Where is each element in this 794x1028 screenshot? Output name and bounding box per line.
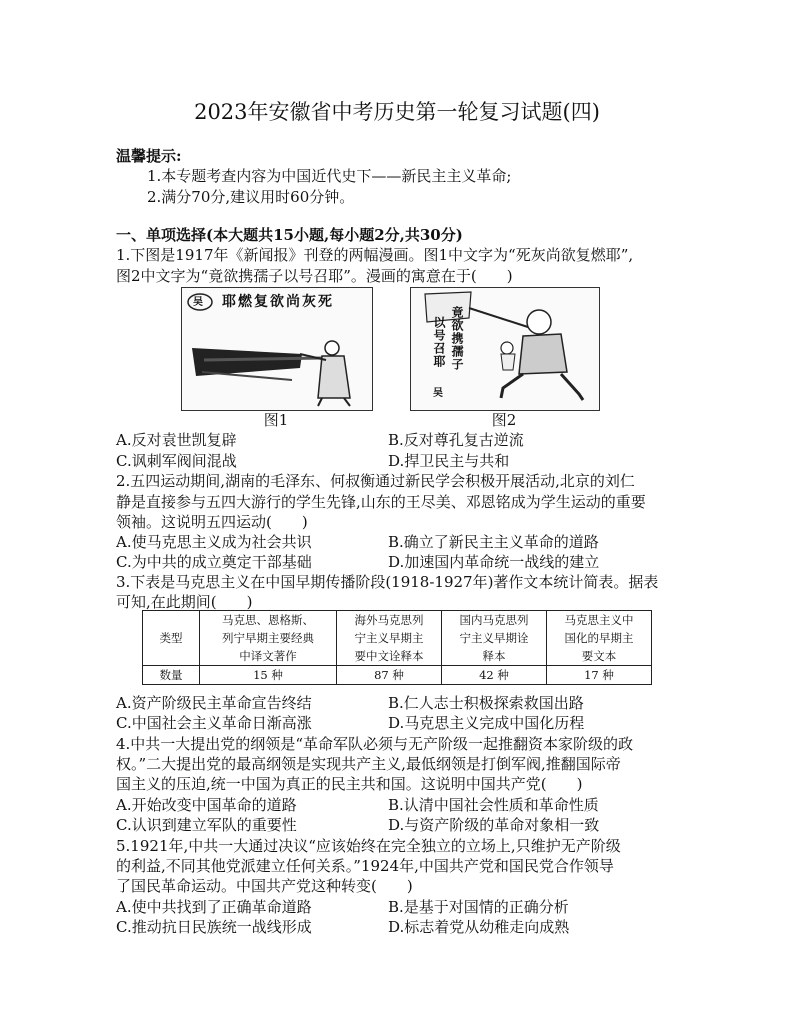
table-header-cell bbox=[442, 611, 547, 666]
table-cell: 15 种 bbox=[200, 666, 337, 685]
table-header-cell: 类型 bbox=[143, 611, 200, 666]
header-line: 要文本 bbox=[581, 649, 617, 663]
header-line: 宁主义早期诠 bbox=[459, 631, 529, 645]
q3-option-a: A.资产阶级民主革命宣告终结 bbox=[116, 694, 312, 712]
q1-option-c: C.讽刺军阀间混战 bbox=[116, 452, 237, 470]
q4-stem-line: 4.中共一大提出党的纲领是“革命军队必须与无产阶级一起推翻资本家阶级的政 bbox=[116, 735, 633, 753]
header-line: 海外马克思列 bbox=[354, 613, 424, 627]
q1-option-d: D.捍卫民主与共和 bbox=[388, 452, 510, 470]
statistics-table bbox=[142, 610, 652, 685]
q3-option-c: C.中国社会主义革命日渐高涨 bbox=[116, 714, 312, 732]
q2-option-d: D.加速国内革命统一战线的建立 bbox=[388, 553, 600, 571]
cartoon-2-text-col2: 以号召耶 bbox=[432, 316, 446, 368]
header-line: 要中文诠释本 bbox=[354, 649, 424, 663]
q3-stem-line: 可知,在此期间( ) bbox=[116, 593, 253, 611]
cartoon-1-mark: 吴 bbox=[193, 297, 203, 308]
tip-item: 1.本专题考查内容为中国近代史下——新民主主义革命; bbox=[147, 167, 512, 185]
q4-option-b: B.认清中国社会性质和革命性质 bbox=[388, 796, 599, 814]
q1-figure bbox=[181, 287, 599, 427]
q4-option-a: A.开始改变中国革命的道路 bbox=[116, 796, 297, 814]
table-cell: 17 种 bbox=[547, 666, 652, 685]
figure-1-caption: 图1 bbox=[263, 411, 289, 429]
page-title: 2023年安徽省中考历史第一轮复习试题(四) bbox=[194, 100, 600, 124]
table-cell: 87 种 bbox=[337, 666, 442, 685]
table-header-cell bbox=[200, 611, 337, 666]
q3-option-d: D.马克思主义完成中国化历程 bbox=[388, 714, 585, 732]
figure-2-caption: 图2 bbox=[491, 411, 517, 429]
header-line: 国化的早期主 bbox=[564, 631, 634, 645]
cartoon-2-text-col1: 竟欲携孺子 bbox=[450, 306, 464, 371]
q2-option-b: B.确立了新民主主义革命的道路 bbox=[388, 533, 599, 551]
q4-option-d: D.与资产阶级的革命对象相一致 bbox=[388, 816, 600, 834]
q5-option-d: D.标志着党从幼稚走向成熟 bbox=[388, 918, 570, 936]
header-line: 马克思、恩格斯、 bbox=[222, 613, 314, 627]
q5-option-a: A.使中共找到了正确革命道路 bbox=[116, 898, 312, 916]
q1-option-b: B.反对尊孔复古逆流 bbox=[388, 431, 524, 449]
table-header-cell bbox=[547, 611, 652, 666]
header-line: 释本 bbox=[482, 649, 506, 663]
table-header-cell bbox=[337, 611, 442, 666]
q5-stem-line: 了国民革命运动。中国共产党这种转变( ) bbox=[116, 877, 413, 895]
q1-stem-line: 1.下图是1917年《新闻报》刊登的两幅漫画。图1中文字为“死灰尚欲复燃耶”, bbox=[116, 246, 634, 264]
cartoon-figure-1 bbox=[181, 287, 373, 411]
q1-stem-line: 图2中文字为“竟欲携孺子以号召耶”。漫画的寓意在于( ) bbox=[116, 267, 513, 285]
cartoon-figure-2 bbox=[410, 287, 600, 411]
header-line: 中译文著作 bbox=[239, 649, 297, 663]
q3-stem-line: 3.下表是马克思主义在中国早期传播阶段(1918-1927年)著作文本统计简表。据表 bbox=[116, 573, 659, 591]
q2-stem-line: 静是直接参与五四大游行的学生先锋,山东的王尽美、邓恩铭成为学生运动的重要 bbox=[116, 493, 646, 511]
cartoon-2-mark: 吴 bbox=[433, 388, 443, 399]
q2-stem-line: 领袖。这说明五四运动( ) bbox=[116, 513, 308, 531]
q2-stem-line: 2.五四运动期间,湖南的毛泽东、何叔衡通过新民学会积极开展活动,北京的刘仁 bbox=[116, 472, 635, 490]
header-line: 马克思主义中 bbox=[564, 613, 634, 627]
section-heading: 一、单项选择(本大题共15小题,每小题2分,共30分) bbox=[116, 226, 463, 244]
table-row bbox=[143, 666, 652, 685]
q5-option-b: B.是基于对国情的正确分析 bbox=[388, 898, 569, 916]
q2-option-a: A.使马克思主义成为社会共识 bbox=[116, 533, 312, 551]
q5-stem-line: 的利益,不同其他党派建立任何关系。”1924年,中国共产党和国民党合作领导 bbox=[116, 857, 614, 875]
table-cell: 数量 bbox=[143, 666, 200, 685]
q4-stem-line: 国主义的压迫,统一中国为真正的民主共和国。这说明中国共产党( ) bbox=[116, 775, 583, 793]
tip-item: 2.满分70分,建议用时60分钟。 bbox=[147, 188, 355, 206]
q1-option-a: A.反对袁世凯复辟 bbox=[116, 431, 237, 449]
cartoon-1-text: 死灰尚欲复燃耶 bbox=[222, 294, 334, 310]
q4-stem-line: 权。”二大提出党的最高纲领是实现共产主义,最低纲领是打倒军阀,推翻国际帝 bbox=[116, 755, 621, 773]
table-cell: 42 种 bbox=[442, 666, 547, 685]
table-row bbox=[143, 611, 652, 666]
q5-stem-line: 5.1921年,中共一大通过决议“应该始终在完全独立的立场上,只维护无产阶级 bbox=[116, 837, 621, 855]
header-line: 列宁早期主要经典 bbox=[222, 631, 314, 645]
header-line: 国内马克思列 bbox=[459, 613, 529, 627]
q4-option-c: C.认识到建立军队的重要性 bbox=[116, 816, 297, 834]
q2-option-c: C.为中共的成立奠定干部基础 bbox=[116, 553, 312, 571]
tips-label: 温馨提示: bbox=[116, 147, 182, 165]
q5-option-c: C.推动抗日民族统一战线形成 bbox=[116, 918, 312, 936]
q3-option-b: B.仁人志士积极探索救国出路 bbox=[388, 694, 584, 712]
header-line: 宁主义早期主 bbox=[354, 631, 424, 645]
